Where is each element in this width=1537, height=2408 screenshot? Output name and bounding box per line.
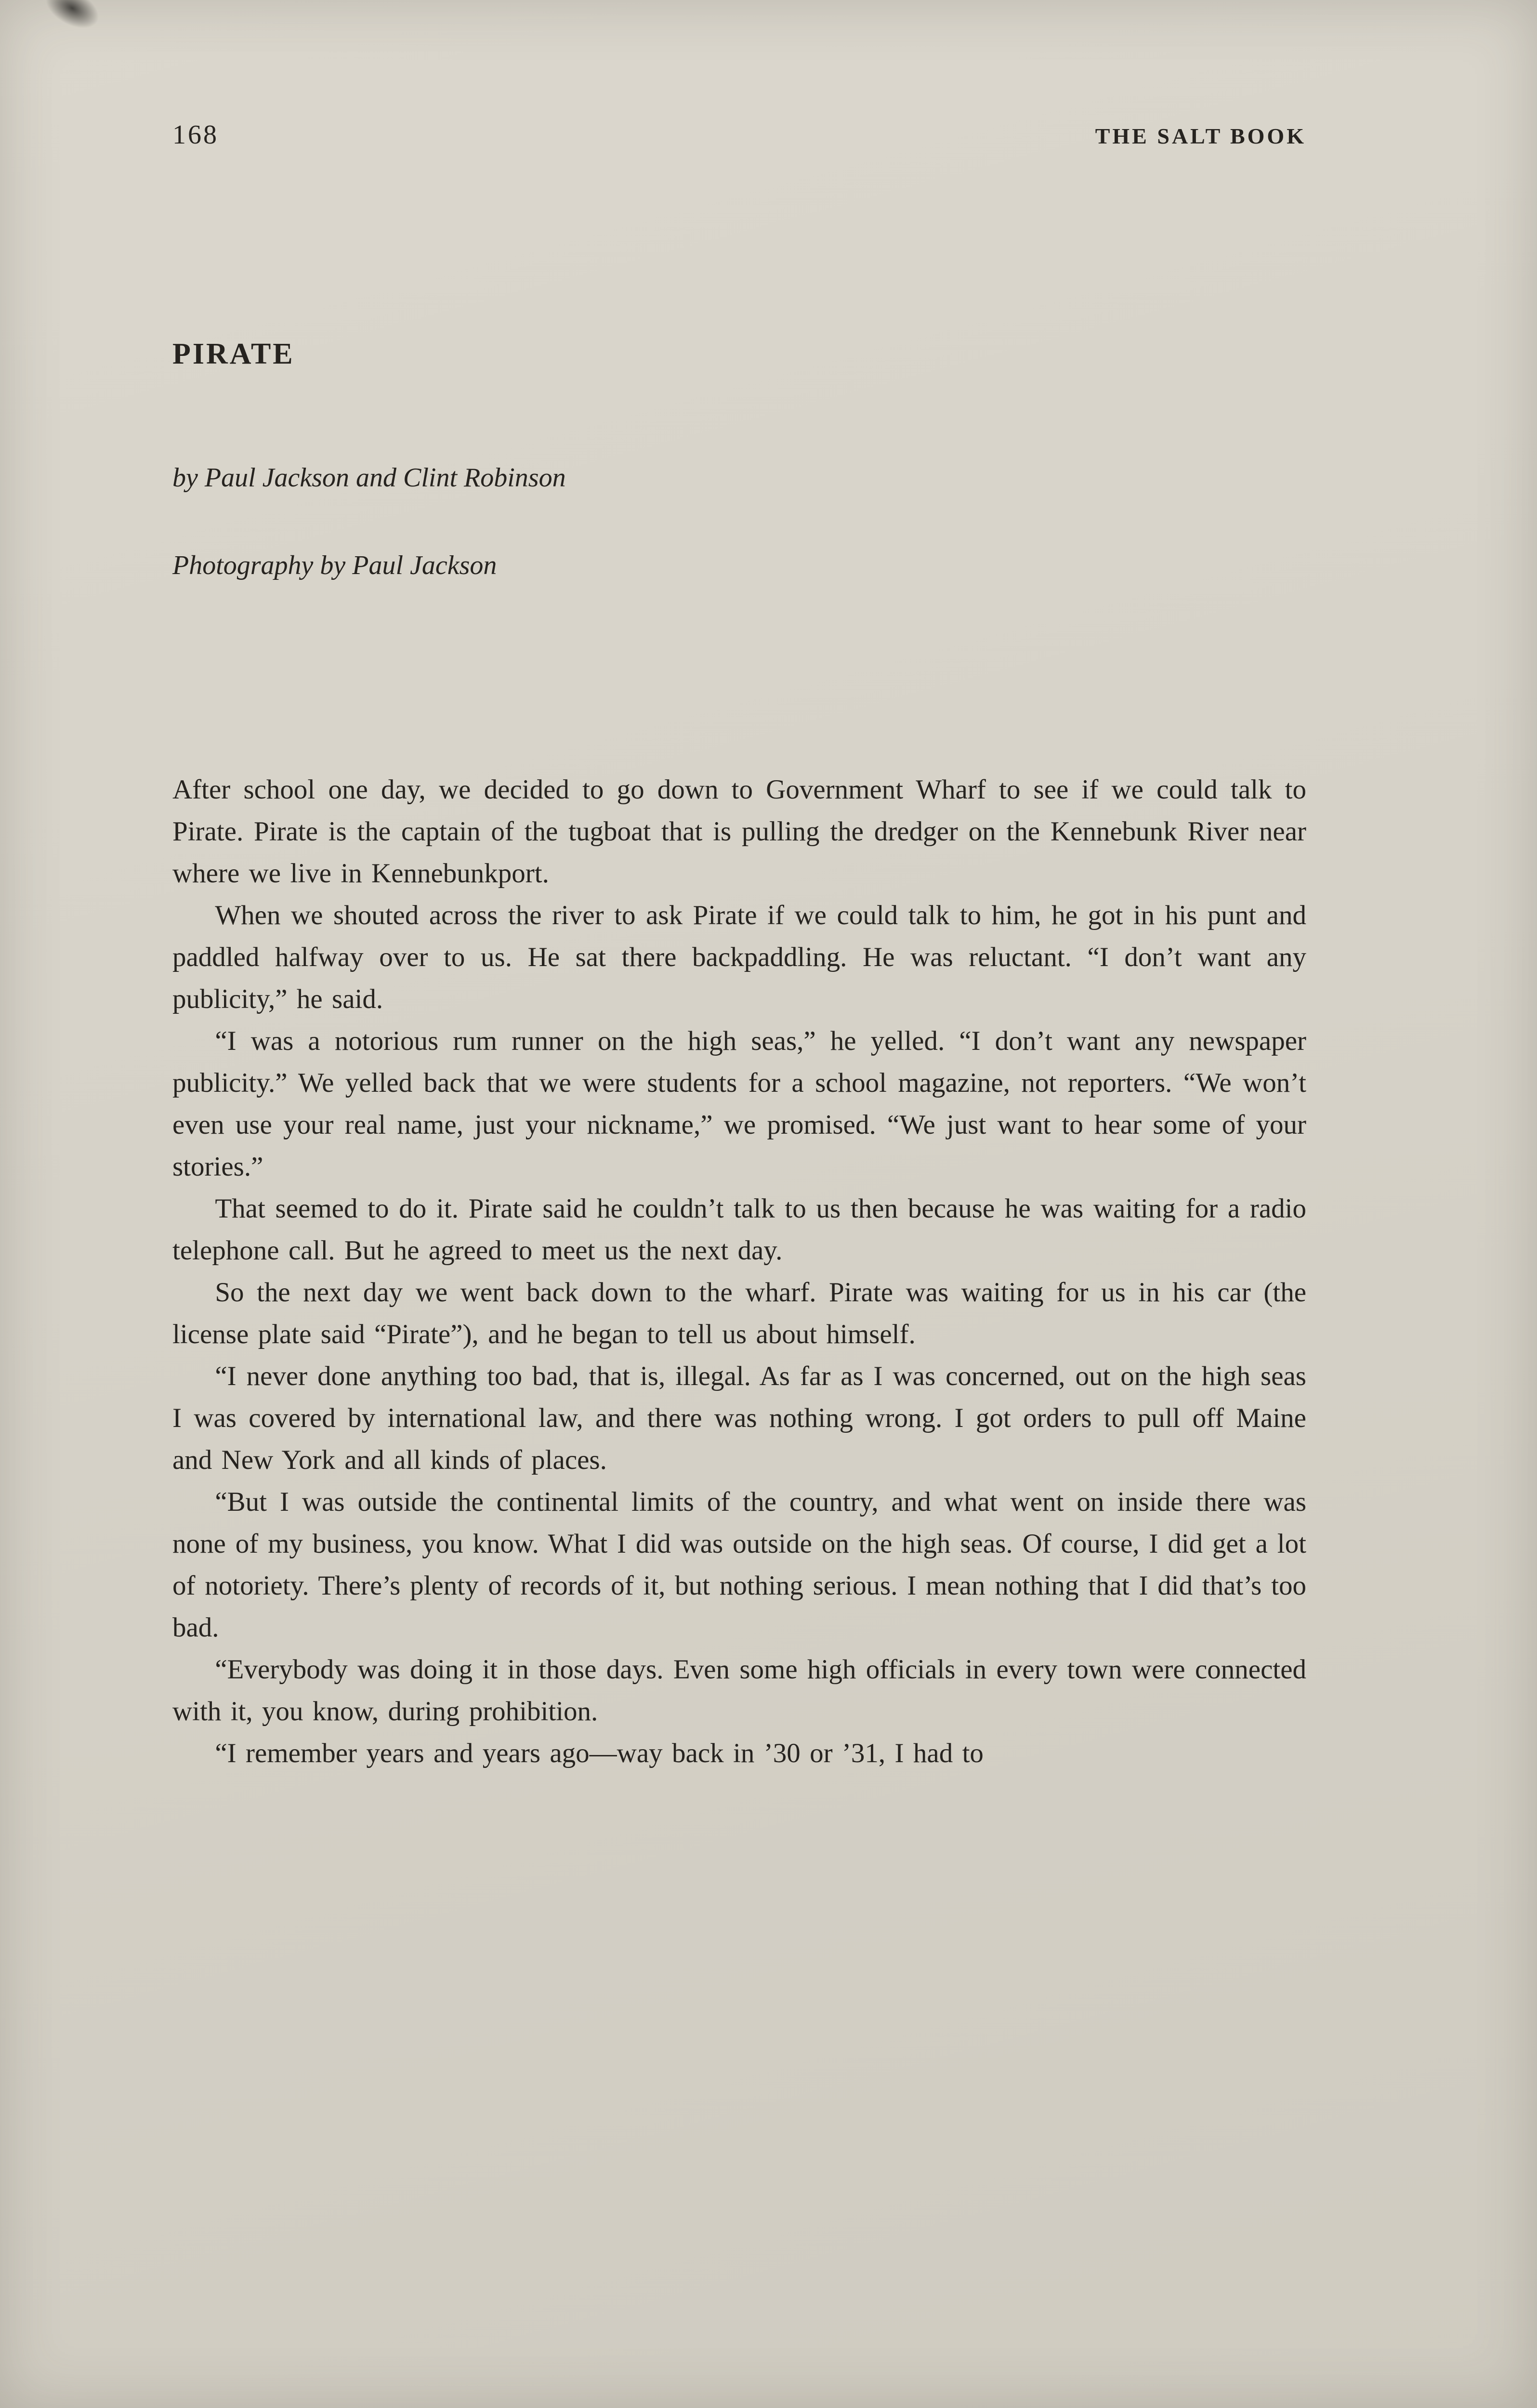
body-paragraph: When we shouted across the river to ask Pirate if we could talk to him, he got in his punt and paddled halfway over to us. He sat there backpaddling. He was reluctant. “I don’t want any publicity,” he said. xyxy=(172,900,1306,1014)
chapter-title: PIRATE xyxy=(172,338,295,370)
body-paragraph: “I remember years and years ago—way back in ’30 or ’31, I had to xyxy=(215,1738,984,1768)
body-text xyxy=(172,769,1306,1774)
photo-credit: Photography by Paul Jackson xyxy=(172,550,497,580)
body-paragraph: “I was a notorious rum runner on the high seas,” he yelled. “I don’t want any newspaper publicity.” We yelled back that we were students for a school magazine, not reporters. “We won’t even use your real name, just your nickname,” we promised. “We just want to hear some of your stories.” xyxy=(172,1026,1306,1182)
running-head: THE SALT BOOK xyxy=(1095,124,1306,148)
body-paragraph: That seemed to do it. Pirate said he couldn’t talk to us then because he was waiting for a radio telephone call. But he agreed to meet us the next day. xyxy=(172,1193,1306,1266)
body-paragraph: “But I was outside the continental limits of the country, and what went on inside there was none of my business, you know. What I did was outside on the high seas. Of course, I did get a lot of notoriety. There’s plenty of records of it, but nothing serious. I mean nothing that I did that’s too bad. xyxy=(172,1487,1306,1643)
byline: by Paul Jackson and Clint Robinson xyxy=(172,463,566,493)
page-header xyxy=(172,119,1306,150)
body-paragraph: So the next day we went back down to the wharf. Pirate was waiting for us in his car (the license plate said “Pirate”), and he began to tell us about himself. xyxy=(172,1277,1306,1349)
scan-artifact xyxy=(39,0,106,37)
body-paragraph: “I never done anything too bad, that is, illegal. As far as I was concerned, out on the high seas I was covered by international law, and there was nothing wrong. I got orders to pull off Maine and New York and all kinds of places. xyxy=(172,1361,1306,1475)
page-number: 168 xyxy=(172,120,219,150)
body-paragraph: After school one day, we decided to go down to Government Wharf to see if we could talk to Pirate. Pirate is the captain of the tugboat that is pulling the dredger on the Kennebunk River near where we live in Kennebunkport. xyxy=(172,774,1306,889)
body-paragraph: “Everybody was doing it in those days. Even some high officials in every town were connected with it, you know, during prohibition. xyxy=(172,1654,1306,1727)
